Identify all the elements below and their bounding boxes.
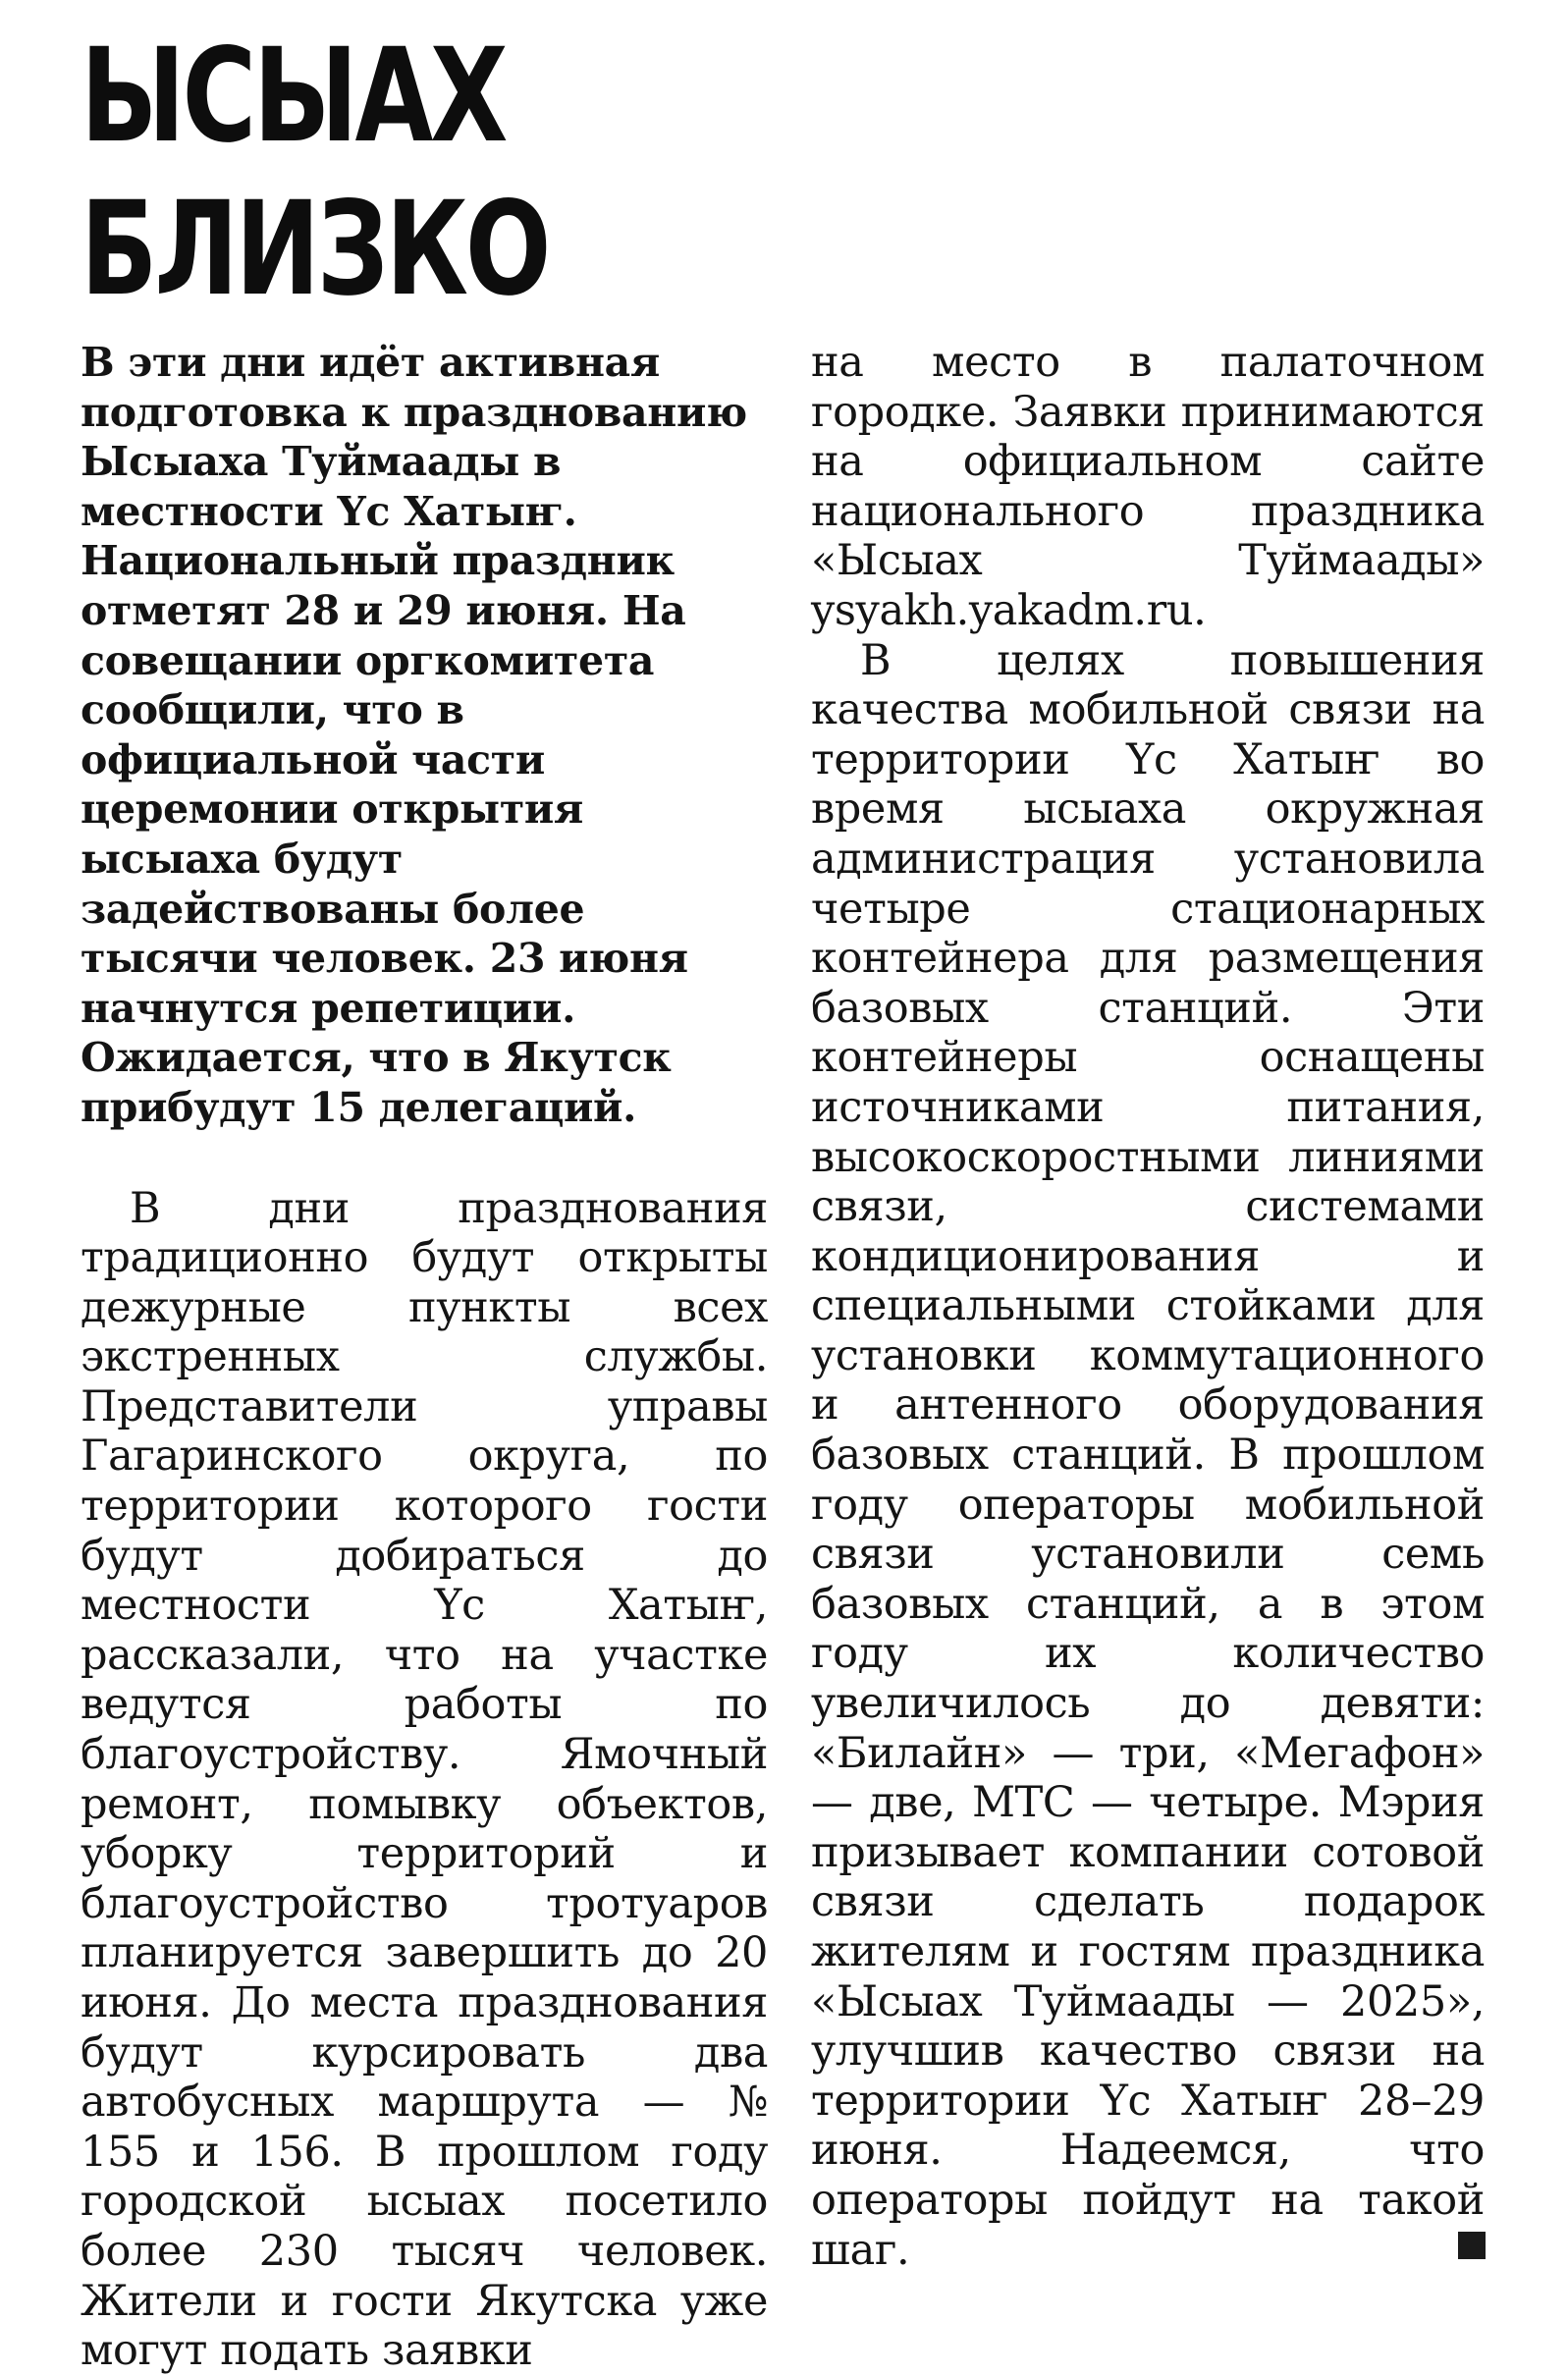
right-column <box>811 338 1485 2275</box>
end-of-article-mark <box>1458 2232 1486 2259</box>
article-headline <box>81 20 548 326</box>
body-paragraph-1: В дни празднования традиционно будут открыты дежурные пункты всех экстренных службы. Представители управы Гагаринского округа, по территории которого гости будут добираться до местности Үс Хатыҥ, рассказали, что на участке ведутся работы по благоустройству. Ямочный ремонт, помывку объектов, уборку территорий и благоустройство тротуаров планируется завершить до 20 июня. До места празднования будут курсировать два автобусных маршрута — № 155 и 156. В прошлом году городской ысыах посетило более 230 тысяч человек. Жители и гости Якутска уже могут подать заявки <box>81 1183 768 2376</box>
body-paragraph-2: В целях повышения качества мобильной связи на территории Үс Хатыҥ во время ысыаха окружная администрация установила четыре стационарных контейнера для размещения базовых станций. Эти контейнеры оснащены источниками питания, высокоскоростными линиями связи, системами кондиционирования и специальными стойками для установки коммутационного и антенного оборудования базовых станций. В прошлом году операторы мобильной связи установили семь базовых станций, а в этом году их количество увеличилось до девяти: «Билайн» — три, «Мегафон» — две, МТС — четыре. Мэрия призывает компании сотовой связи сделать подарок жителям и гостям праздника «Ысыах Туймаады — 2025», улучшив качество связи на территории Үс Хатыҥ 28–29 июня. Надеемся, что операторы пойдут на такой шаг. <box>811 635 1485 2275</box>
body-paragraph-1-continued: на место в палаточном городке. Заявки принимаются на официальном сайте национального праздника «Ысыах Туймаады» ysyakh.yakadm.ru. <box>811 338 1485 635</box>
headline-line-1: ЫСЫАХ <box>81 21 506 172</box>
left-column <box>81 338 768 2376</box>
lead-paragraph: В эти дни идёт активная подготовка к празднованию Ысыаха Туймаады в местности Үс Хатыҥ. Национальный праздник отметят 28 и 29 июня. На совещании оргкомитета сообщили, что в официальной части церемонии открытия ысыаха будут задействованы более тысячи человек. 23 июня начнутся репетиции. Ожидается, что в Якутск прибудут 15 делегаций. <box>81 339 747 1131</box>
headline-line-2: БЛИЗКО <box>81 174 549 325</box>
